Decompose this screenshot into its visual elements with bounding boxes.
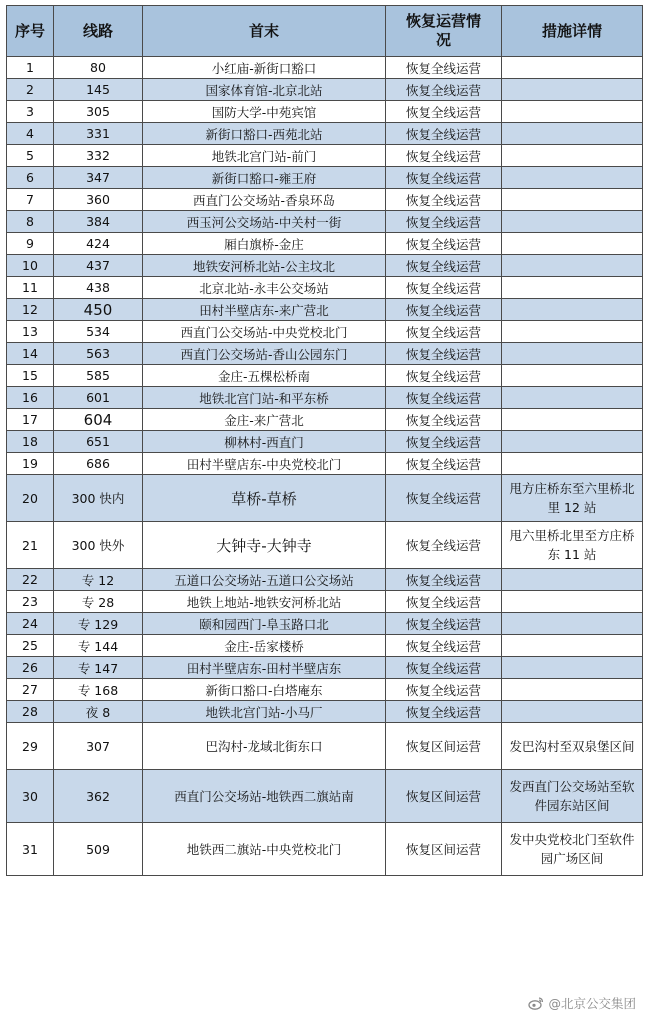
table-row bbox=[7, 387, 643, 409]
watermark bbox=[528, 994, 636, 1012]
measure-details bbox=[502, 569, 643, 591]
route-number: 604 bbox=[54, 409, 143, 431]
measure-details bbox=[502, 277, 643, 299]
table-row bbox=[7, 277, 643, 299]
row-number: 19 bbox=[7, 453, 54, 475]
table-row bbox=[7, 475, 643, 522]
table-row bbox=[7, 57, 643, 79]
operation-status: 恢复全线运营 bbox=[386, 679, 502, 701]
watermark-text: @北京公交集团 bbox=[548, 996, 636, 1011]
row-number: 20 bbox=[7, 475, 54, 522]
operation-status: 恢复全线运营 bbox=[386, 431, 502, 453]
route-number: 384 bbox=[54, 211, 143, 233]
measure-details: 发中央党校北门至软件园广场区间 bbox=[502, 823, 643, 876]
table-row bbox=[7, 365, 643, 387]
measure-details: 发西直门公交场站至软件园东站区间 bbox=[502, 770, 643, 823]
row-number: 25 bbox=[7, 635, 54, 657]
route-number: 347 bbox=[54, 167, 143, 189]
row-number: 16 bbox=[7, 387, 54, 409]
route-number: 300 快内 bbox=[54, 475, 143, 522]
row-number: 21 bbox=[7, 522, 54, 569]
header-seq: 序号 bbox=[7, 6, 54, 57]
row-number: 23 bbox=[7, 591, 54, 613]
row-number: 30 bbox=[7, 770, 54, 823]
table-row bbox=[7, 145, 643, 167]
route-ends: 地铁西二旗站-中央党校北门 bbox=[143, 823, 386, 876]
row-number: 29 bbox=[7, 723, 54, 770]
row-number: 1 bbox=[7, 57, 54, 79]
measure-details bbox=[502, 79, 643, 101]
row-number: 8 bbox=[7, 211, 54, 233]
operation-status: 恢复全线运营 bbox=[386, 79, 502, 101]
measure-details bbox=[502, 453, 643, 475]
table-row bbox=[7, 189, 643, 211]
operation-status: 恢复全线运营 bbox=[386, 145, 502, 167]
route-ends: 金庄-来广营北 bbox=[143, 409, 386, 431]
row-number: 12 bbox=[7, 299, 54, 321]
operation-status: 恢复全线运营 bbox=[386, 701, 502, 723]
operation-status: 恢复全线运营 bbox=[386, 189, 502, 211]
measure-details bbox=[502, 321, 643, 343]
route-ends: 西直门公交场站-香山公园东门 bbox=[143, 343, 386, 365]
row-number: 18 bbox=[7, 431, 54, 453]
measure-details bbox=[502, 635, 643, 657]
route-number: 332 bbox=[54, 145, 143, 167]
route-ends: 地铁北宫门站-和平东桥 bbox=[143, 387, 386, 409]
operation-status: 恢复全线运营 bbox=[386, 522, 502, 569]
route-ends: 国家体育馆-北京北站 bbox=[143, 79, 386, 101]
operation-status: 恢复全线运营 bbox=[386, 591, 502, 613]
table-row bbox=[7, 635, 643, 657]
operation-status: 恢复全线运营 bbox=[386, 299, 502, 321]
route-number: 585 bbox=[54, 365, 143, 387]
row-number: 15 bbox=[7, 365, 54, 387]
route-ends: 金庄-五棵松桥南 bbox=[143, 365, 386, 387]
measure-details bbox=[502, 123, 643, 145]
weibo-icon bbox=[528, 996, 544, 1010]
route-number: 专 168 bbox=[54, 679, 143, 701]
route-ends: 地铁安河桥北站-公主坟北 bbox=[143, 255, 386, 277]
table-row bbox=[7, 321, 643, 343]
route-ends: 西直门公交场站-中央党校北门 bbox=[143, 321, 386, 343]
table-row bbox=[7, 657, 643, 679]
operation-status: 恢复全线运营 bbox=[386, 569, 502, 591]
route-number: 307 bbox=[54, 723, 143, 770]
route-number: 专 147 bbox=[54, 657, 143, 679]
row-number: 17 bbox=[7, 409, 54, 431]
table-row bbox=[7, 123, 643, 145]
route-number: 80 bbox=[54, 57, 143, 79]
route-ends: 新街口豁口-西苑北站 bbox=[143, 123, 386, 145]
measure-details bbox=[502, 613, 643, 635]
header-details: 措施详情 bbox=[502, 6, 643, 57]
route-number: 145 bbox=[54, 79, 143, 101]
row-number: 31 bbox=[7, 823, 54, 876]
operation-status: 恢复全线运营 bbox=[386, 101, 502, 123]
row-number: 4 bbox=[7, 123, 54, 145]
measure-details bbox=[502, 701, 643, 723]
measure-details bbox=[502, 657, 643, 679]
operation-status: 恢复全线运营 bbox=[386, 387, 502, 409]
header-status: 恢复运营情况 bbox=[386, 6, 502, 57]
route-ends: 地铁北宫门站-前门 bbox=[143, 145, 386, 167]
table-row bbox=[7, 613, 643, 635]
route-number: 601 bbox=[54, 387, 143, 409]
table-row bbox=[7, 723, 643, 770]
operation-status: 恢复区间运营 bbox=[386, 823, 502, 876]
operation-status: 恢复区间运营 bbox=[386, 723, 502, 770]
table-row bbox=[7, 79, 643, 101]
route-number: 686 bbox=[54, 453, 143, 475]
operation-status: 恢复全线运营 bbox=[386, 635, 502, 657]
row-number: 11 bbox=[7, 277, 54, 299]
route-number: 563 bbox=[54, 343, 143, 365]
route-number: 305 bbox=[54, 101, 143, 123]
route-number: 300 快外 bbox=[54, 522, 143, 569]
row-number: 9 bbox=[7, 233, 54, 255]
route-number: 专 129 bbox=[54, 613, 143, 635]
route-ends: 西直门公交场站-香泉环岛 bbox=[143, 189, 386, 211]
header-row bbox=[7, 6, 643, 57]
table-row bbox=[7, 233, 643, 255]
measure-details bbox=[502, 387, 643, 409]
route-number: 331 bbox=[54, 123, 143, 145]
row-number: 2 bbox=[7, 79, 54, 101]
measure-details: 发巴沟村至双泉堡区间 bbox=[502, 723, 643, 770]
row-number: 5 bbox=[7, 145, 54, 167]
measure-details bbox=[502, 409, 643, 431]
route-number: 509 bbox=[54, 823, 143, 876]
route-number: 360 bbox=[54, 189, 143, 211]
measure-details bbox=[502, 189, 643, 211]
route-number: 437 bbox=[54, 255, 143, 277]
row-number: 7 bbox=[7, 189, 54, 211]
table-row bbox=[7, 453, 643, 475]
operation-status: 恢复全线运营 bbox=[386, 57, 502, 79]
route-number: 534 bbox=[54, 321, 143, 343]
table-row bbox=[7, 343, 643, 365]
measure-details bbox=[502, 167, 643, 189]
route-ends: 大钟寺-大钟寺 bbox=[143, 522, 386, 569]
measure-details bbox=[502, 101, 643, 123]
measure-details bbox=[502, 211, 643, 233]
route-ends: 地铁北宫门站-小马厂 bbox=[143, 701, 386, 723]
route-ends: 新街口豁口-白塔庵东 bbox=[143, 679, 386, 701]
operation-status: 恢复全线运营 bbox=[386, 409, 502, 431]
table-row bbox=[7, 409, 643, 431]
table-header bbox=[7, 6, 643, 57]
operation-status: 恢复全线运营 bbox=[386, 365, 502, 387]
table-row bbox=[7, 591, 643, 613]
operation-status: 恢复全线运营 bbox=[386, 277, 502, 299]
route-number: 438 bbox=[54, 277, 143, 299]
operation-status: 恢复全线运营 bbox=[386, 475, 502, 522]
route-ends: 金庄-岳家楼桥 bbox=[143, 635, 386, 657]
operation-status: 恢复全线运营 bbox=[386, 255, 502, 277]
measure-details bbox=[502, 145, 643, 167]
operation-status: 恢复区间运营 bbox=[386, 770, 502, 823]
table-row bbox=[7, 255, 643, 277]
table-row bbox=[7, 431, 643, 453]
measure-details bbox=[502, 365, 643, 387]
row-number: 22 bbox=[7, 569, 54, 591]
route-number: 专 12 bbox=[54, 569, 143, 591]
measure-details bbox=[502, 591, 643, 613]
measure-details: 甩方庄桥东至六里桥北里 12 站 bbox=[502, 475, 643, 522]
route-number: 651 bbox=[54, 431, 143, 453]
measure-details bbox=[502, 431, 643, 453]
operation-status: 恢复全线运营 bbox=[386, 167, 502, 189]
measure-details bbox=[502, 299, 643, 321]
measure-details bbox=[502, 343, 643, 365]
route-ends: 西玉河公交场站-中关村一街 bbox=[143, 211, 386, 233]
table-row bbox=[7, 770, 643, 823]
table-row bbox=[7, 167, 643, 189]
table-row bbox=[7, 299, 643, 321]
route-number: 450 bbox=[54, 299, 143, 321]
route-ends: 厢白旗桥-金庄 bbox=[143, 233, 386, 255]
row-number: 3 bbox=[7, 101, 54, 123]
route-ends: 国防大学-中苑宾馆 bbox=[143, 101, 386, 123]
operation-status: 恢复全线运营 bbox=[386, 453, 502, 475]
route-ends: 地铁上地站-地铁安河桥北站 bbox=[143, 591, 386, 613]
table-row bbox=[7, 211, 643, 233]
route-ends: 田村半壁店东-田村半壁店东 bbox=[143, 657, 386, 679]
table-row bbox=[7, 679, 643, 701]
row-number: 14 bbox=[7, 343, 54, 365]
route-ends: 新街口豁口-雍王府 bbox=[143, 167, 386, 189]
row-number: 6 bbox=[7, 167, 54, 189]
operation-status: 恢复全线运营 bbox=[386, 211, 502, 233]
route-ends: 草桥-草桥 bbox=[143, 475, 386, 522]
route-ends: 田村半壁店东-中央党校北门 bbox=[143, 453, 386, 475]
route-ends: 田村半壁店东-来广营北 bbox=[143, 299, 386, 321]
operation-status: 恢复全线运营 bbox=[386, 613, 502, 635]
route-number: 专 144 bbox=[54, 635, 143, 657]
route-ends: 柳林村-西直门 bbox=[143, 431, 386, 453]
operation-status: 恢复全线运营 bbox=[386, 343, 502, 365]
route-ends: 北京北站-永丰公交场站 bbox=[143, 277, 386, 299]
operation-status: 恢复全线运营 bbox=[386, 123, 502, 145]
table-row bbox=[7, 823, 643, 876]
operation-status: 恢复全线运营 bbox=[386, 657, 502, 679]
table-row bbox=[7, 101, 643, 123]
route-number: 362 bbox=[54, 770, 143, 823]
route-ends: 巴沟村-龙域北街东口 bbox=[143, 723, 386, 770]
row-number: 27 bbox=[7, 679, 54, 701]
measure-details bbox=[502, 233, 643, 255]
table-body bbox=[7, 57, 643, 876]
row-number: 26 bbox=[7, 657, 54, 679]
row-number: 13 bbox=[7, 321, 54, 343]
operation-status: 恢复全线运营 bbox=[386, 321, 502, 343]
header-route: 线路 bbox=[54, 6, 143, 57]
table-row bbox=[7, 522, 643, 569]
row-number: 28 bbox=[7, 701, 54, 723]
route-number: 424 bbox=[54, 233, 143, 255]
route-ends: 五道口公交场站-五道口公交场站 bbox=[143, 569, 386, 591]
header-ends: 首末 bbox=[143, 6, 386, 57]
table-row bbox=[7, 701, 643, 723]
measure-details bbox=[502, 255, 643, 277]
route-ends: 西直门公交场站-地铁西二旗站南 bbox=[143, 770, 386, 823]
measure-details bbox=[502, 679, 643, 701]
route-table bbox=[6, 5, 643, 876]
route-number: 专 28 bbox=[54, 591, 143, 613]
measure-details bbox=[502, 57, 643, 79]
operation-status: 恢复全线运营 bbox=[386, 233, 502, 255]
row-number: 10 bbox=[7, 255, 54, 277]
row-number: 24 bbox=[7, 613, 54, 635]
route-ends: 小红庙-新街口豁口 bbox=[143, 57, 386, 79]
route-number: 夜 8 bbox=[54, 701, 143, 723]
measure-details: 甩六里桥北里至方庄桥东 11 站 bbox=[502, 522, 643, 569]
table-row bbox=[7, 569, 643, 591]
route-ends: 颐和园西门-阜玉路口北 bbox=[143, 613, 386, 635]
